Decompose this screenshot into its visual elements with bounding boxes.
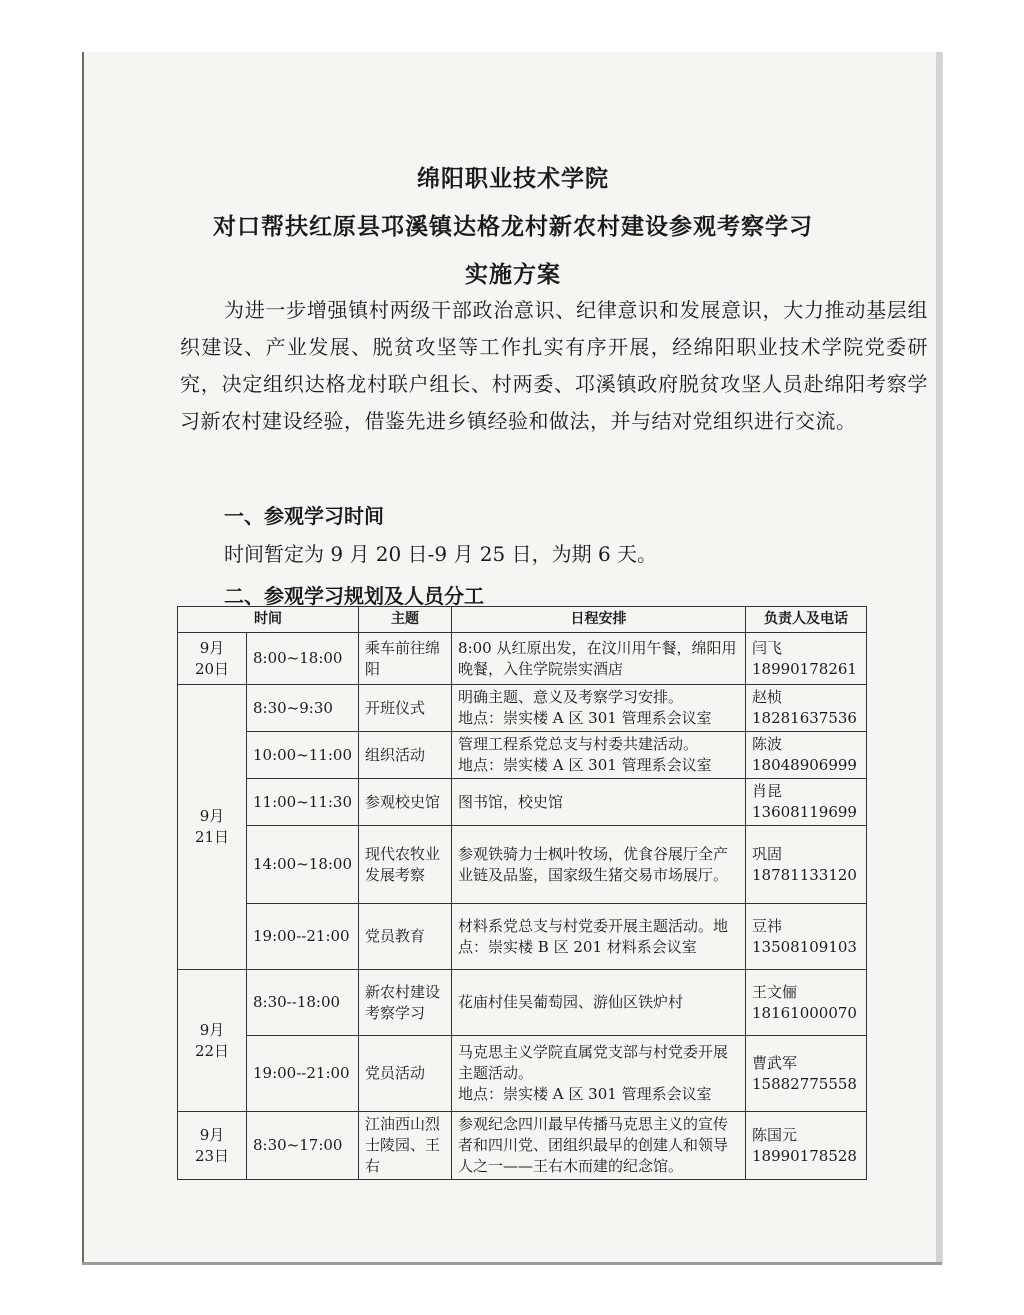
contact-cell: 肖昆 13608119699 (746, 779, 867, 826)
topic-cell: 党员教育 (359, 904, 452, 970)
schedule-cell: 花庙村佳吴葡萄园、游仙区铁炉村 (452, 970, 746, 1036)
time-cell: 14:00~18:00 (247, 826, 359, 904)
schedule-cell: 图书馆，校史馆 (452, 779, 746, 826)
day-date-cell: 9月 23日 (178, 1112, 247, 1180)
col-header-topic: 主题 (359, 607, 452, 633)
schedule-cell: 马克思主义学院直属党支部与村党委开展主题活动。 地点：崇实楼 A 区 301 管理系会议室 (452, 1036, 746, 1112)
table-header-row (178, 607, 867, 633)
topic-cell: 参观校史馆 (359, 779, 452, 826)
schedule-cell: 明确主题、意义及考察学习安排。 地点：崇实楼 A 区 301 管理系会议室 (452, 685, 746, 732)
title-sub: 实施方案 (465, 262, 561, 288)
topic-cell: 现代农牧业发展考察 (359, 826, 452, 904)
contact-cell: 陈国元 18990178528 (746, 1112, 867, 1180)
time-cell: 8:00~18:00 (247, 633, 359, 685)
topic-cell: 新农村建设考察学习 (359, 970, 452, 1036)
intro-paragraph: 为进一步增强镇村两级干部政治意识、纪律意识和发展意识，大力推动基层组织建设、产业发展、脱贫攻坚等工作扎实有序开展，经绵阳职业技术学院党委研究，决定组织达格龙村联户组长、村两委、邛溪镇政府脱贫攻坚人员赴绵阳考察学习新农村建设经验，借鉴先进乡镇经验和做法，并与结对党组织进行交流。 (180, 298, 928, 433)
title-school: 绵阳职业技术学院 (417, 166, 609, 192)
time-cell: 8:30~17:00 (247, 1112, 359, 1180)
schedule-cell: 管理工程系党总支与村委共建活动。 地点：崇实楼 A 区 301 管理系会议室 (452, 732, 746, 779)
section2-heading: 二、参观学习规划及人员分工 (224, 584, 484, 608)
time-cell: 8:30~9:30 (247, 685, 359, 732)
table-row (178, 826, 867, 904)
table-row (178, 904, 867, 970)
topic-cell: 江油西山烈士陵园、王右 (359, 1112, 452, 1180)
contact-cell: 陈波 18048906999 (746, 732, 867, 779)
contact-cell: 豆祎 13508109103 (746, 904, 867, 970)
section1-heading: 一、参观学习时间 (224, 504, 384, 528)
topic-cell: 乘车前往绵阳 (359, 633, 452, 685)
contact-cell: 曹武军 15882775558 (746, 1036, 867, 1112)
col-header-time: 时间 (178, 607, 359, 633)
contact-cell: 巩固 18781133120 (746, 826, 867, 904)
col-header-contact: 负责人及电话 (746, 607, 867, 633)
schedule-table (177, 606, 867, 1180)
contact-cell: 王文俪 18161000070 (746, 970, 867, 1036)
document-page (82, 52, 942, 1262)
schedule-body (178, 633, 867, 1180)
table-row (178, 1112, 867, 1180)
section1-text: 时间暂定为 9 月 20 日-9 月 25 日，为期 6 天。 (224, 542, 658, 566)
time-cell: 8:30--18:00 (247, 970, 359, 1036)
topic-cell: 开班仪式 (359, 685, 452, 732)
time-cell: 10:00~11:00 (247, 732, 359, 779)
time-cell: 19:00--21:00 (247, 1036, 359, 1112)
day-date-cell: 9月 20日 (178, 633, 247, 685)
topic-cell: 党员活动 (359, 1036, 452, 1112)
time-cell: 19:00--21:00 (247, 904, 359, 970)
table-row (178, 1036, 867, 1112)
day-date-cell: 9月 22日 (178, 970, 247, 1112)
table-row (178, 685, 867, 732)
title-main: 对口帮扶红原县邛溪镇达格龙村新农村建设参观考察学习 (213, 214, 813, 240)
schedule-cell: 8:00 从红原出发，在汶川用午餐，绵阳用晚餐，入住学院崇实酒店 (452, 633, 746, 685)
contact-cell: 赵桢 18281637536 (746, 685, 867, 732)
page-bottom-edge (82, 1262, 942, 1265)
table-row (178, 970, 867, 1036)
time-cell: 11:00~11:30 (247, 779, 359, 826)
contact-cell: 闫飞 18990178261 (746, 633, 867, 685)
table-row (178, 779, 867, 826)
col-header-schedule: 日程安排 (452, 607, 746, 633)
topic-cell: 组织活动 (359, 732, 452, 779)
schedule-cell: 参观铁骑力士枫叶牧场，优食谷展厅全产业链及品鉴，国家级生猪交易市场展厅。 (452, 826, 746, 904)
schedule-cell: 参观纪念四川最早传播马克思主义的宣传者和四川党、团组织最早的创建人和领导人之一——王右木而建的纪念馆。 (452, 1112, 746, 1180)
table-row (178, 633, 867, 685)
schedule-cell: 材料系党总支与村党委开展主题活动。地点：崇实楼 B 区 201 材料系会议室 (452, 904, 746, 970)
table-row (178, 732, 867, 779)
day-date-cell: 9月 21日 (178, 685, 247, 970)
